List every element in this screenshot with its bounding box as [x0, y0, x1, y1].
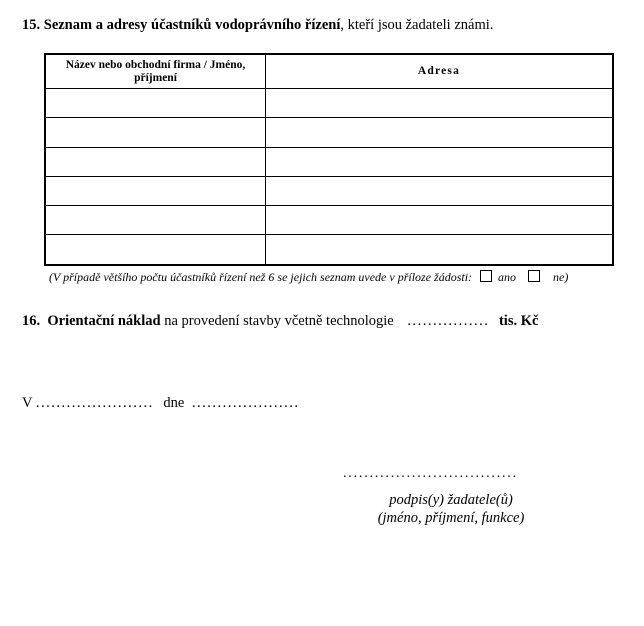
signature-label: podpis(y) žadatele(ů)	[389, 492, 513, 508]
place-date-line	[22, 395, 300, 412]
signature-field[interactable]: .................................	[343, 466, 518, 481]
attachment-note-text: (V případě většího počtu účastníků řízení než 6 se jejich seznam uvede v příloze žádosti:	[49, 270, 473, 284]
table-header-row	[45, 54, 613, 89]
section-15-heading	[22, 17, 493, 34]
table-row	[45, 176, 613, 205]
cell-address[interactable]	[266, 176, 614, 205]
cell-address[interactable]	[266, 235, 614, 265]
cell-address[interactable]	[266, 147, 614, 176]
header-name: Název nebo obchodní firma / Jméno, příjmení	[45, 54, 266, 89]
section-16-number: 16.	[22, 313, 41, 329]
checkbox-yes[interactable]	[480, 270, 492, 282]
cost-field[interactable]: ................	[407, 313, 490, 329]
cell-name[interactable]	[45, 147, 266, 176]
cell-name[interactable]	[45, 176, 266, 205]
label-no: ne)	[553, 270, 569, 284]
participants-table	[44, 53, 614, 266]
place-field[interactable]: .......................	[35, 395, 154, 411]
section-16-title: Orientační náklad	[47, 313, 161, 329]
table-row	[45, 147, 613, 176]
table-row	[45, 118, 613, 147]
cell-address[interactable]	[266, 206, 614, 235]
cell-name[interactable]	[45, 235, 266, 265]
date-label: dne	[163, 395, 185, 411]
section-16-line	[22, 313, 538, 330]
cost-unit: tis. Kč	[498, 313, 539, 329]
place-label: V	[22, 395, 33, 411]
section-15-rest: , kteří jsou žadateli známi.	[340, 17, 494, 33]
cell-address[interactable]	[266, 118, 614, 147]
table-row	[45, 206, 613, 235]
section-15-title: Seznam a adresy účastníků vodoprávního řízení	[43, 17, 341, 33]
cell-name[interactable]	[45, 206, 266, 235]
header-address: Adresa	[266, 54, 614, 89]
cell-name[interactable]	[45, 118, 266, 147]
checkbox-no[interactable]	[528, 270, 540, 282]
date-field[interactable]: .....................	[191, 395, 300, 411]
section-16-rest: na provedení stavby včetně technologie	[164, 313, 394, 329]
label-yes: ano	[498, 270, 517, 284]
section-15-number: 15.	[22, 17, 41, 33]
table-row	[45, 89, 613, 118]
table-row	[45, 235, 613, 265]
cell-name[interactable]	[45, 89, 266, 118]
attachment-note	[49, 270, 568, 285]
cell-address[interactable]	[266, 89, 614, 118]
signature-sublabel: (jméno, příjmení, funkce)	[377, 510, 525, 526]
